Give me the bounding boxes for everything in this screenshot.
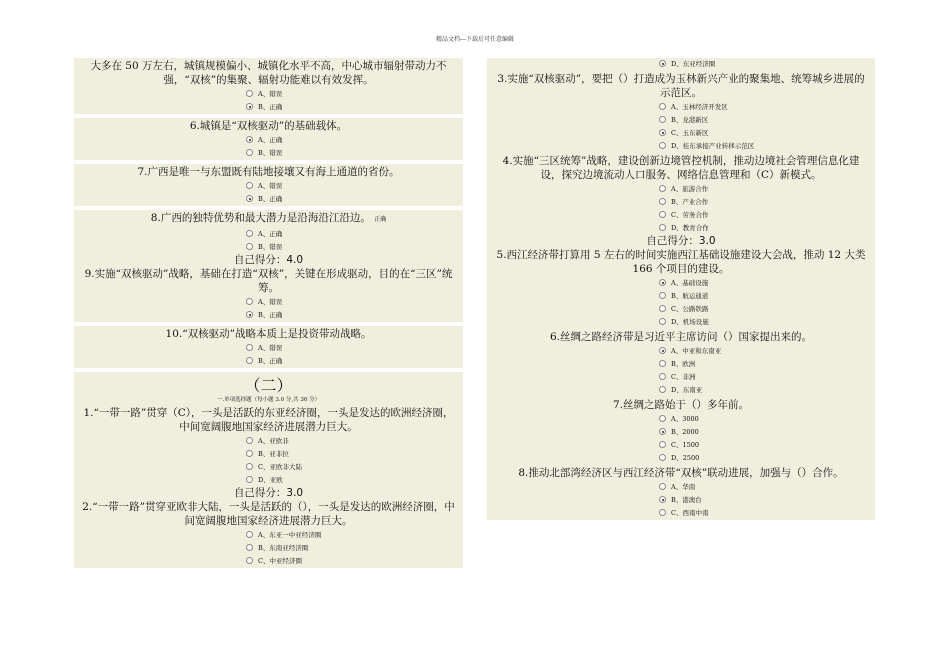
radio-option[interactable] [487, 507, 875, 520]
radio-option[interactable] [487, 222, 875, 235]
radio-option[interactable] [74, 193, 463, 206]
question-text: 大多在 50 万左右，城镇规模偏小、城镇化水平不高，中心城市辐射带动力不强，“双核”的集聚、辐射功能难以有效发挥。 [90, 60, 447, 86]
radio-option[interactable] [74, 474, 463, 487]
radio-option[interactable] [487, 439, 875, 452]
radio-button[interactable] [659, 496, 666, 503]
options-group [487, 101, 875, 153]
option-label: B、错误 [258, 243, 283, 251]
option-label: A、错误 [258, 182, 283, 190]
radio-button[interactable] [246, 476, 253, 483]
radio-option[interactable] [74, 147, 463, 160]
radio-option[interactable] [487, 277, 875, 290]
section-title: （二） [244, 376, 293, 395]
options-group [74, 228, 463, 254]
option-label: C、西南中南 [671, 509, 709, 517]
options-group [74, 296, 463, 322]
option-label: B、正确 [258, 195, 283, 203]
question-text: 8.推动北部湾经济区与西江经济带“双核”联动进展，加强与（）合作。 [518, 467, 844, 479]
radio-button[interactable] [246, 450, 253, 457]
question-text [74, 210, 463, 228]
option-label: D、教育合作 [671, 224, 709, 232]
radio-button[interactable] [246, 311, 253, 318]
options-group [487, 413, 875, 465]
options-group [74, 435, 463, 487]
radio-option[interactable] [487, 371, 875, 384]
score-text: 自己得分：4.0 [233, 254, 304, 266]
radio-option[interactable] [74, 529, 463, 542]
option-label: A、亚欧非 [258, 437, 289, 445]
radio-option[interactable] [74, 241, 463, 254]
radio-button[interactable] [659, 292, 666, 299]
radio-option[interactable] [74, 134, 463, 147]
radio-button[interactable] [246, 90, 253, 97]
option-label: B、东南亚经济圈 [258, 544, 309, 552]
question-text: 3.实施“双核驱动”，要把（）打造成为玉林新兴产业的聚集地、统筹城乡进展的示范区。 [497, 73, 865, 99]
radio-button[interactable] [659, 373, 666, 380]
question-text: 2.“一带一路”贯穿亚欧非大陆，一头是活跃的（），一头是发达的欧洲经济圈，中间宽阔腹地国家经济进展潜力巨大。 [82, 501, 455, 527]
radio-button[interactable] [246, 557, 253, 564]
option-label: B、港澳台 [671, 496, 702, 504]
question-text: 1.“一带一路”贯穿（C），一头是活跃的东亚经济圈，一头是发达的欧洲经济圈，中间宽阔腹地国家经济进展潜力巨大。 [83, 407, 454, 433]
radio-button[interactable] [659, 360, 666, 367]
option-label: A、错误 [258, 90, 283, 98]
option-label: D、东亚经济圈 [671, 60, 716, 68]
radio-button[interactable] [246, 344, 253, 351]
radio-button[interactable] [246, 103, 253, 110]
radio-button[interactable] [659, 211, 666, 218]
radio-option[interactable] [487, 384, 875, 397]
answer-tag: 正确 [374, 216, 387, 223]
option-label: A、旅游合作 [671, 185, 709, 193]
option-label: D、2500 [671, 454, 700, 462]
question-text: 4.实施“三区统筹”战略，建设创新边境管控机制，推动边境社会管理信息化建设，探究边境流动人口服务、网络信息管理和（C）新模式。 [502, 155, 860, 181]
radio-option[interactable] [487, 413, 875, 426]
radio-option[interactable] [74, 555, 463, 568]
radio-option[interactable] [74, 228, 463, 241]
options-group [487, 481, 875, 520]
radio-button[interactable] [659, 103, 666, 110]
radio-option[interactable] [487, 140, 875, 153]
radio-option[interactable] [487, 303, 875, 316]
options-group [74, 342, 463, 368]
radio-button[interactable] [659, 279, 666, 286]
question-text: 7.广西是唯一与东盟既有陆地接壤又有海上通道的省份。 [137, 166, 400, 178]
score-text: 自己得分：3.0 [646, 235, 716, 247]
option-label: B、产业合作 [671, 198, 709, 206]
radio-button[interactable] [659, 185, 666, 192]
option-label: C、1500 [671, 441, 700, 449]
radio-option[interactable] [487, 196, 875, 209]
radio-button[interactable] [246, 357, 253, 364]
options-group [487, 277, 875, 329]
radio-option[interactable] [74, 296, 463, 309]
radio-button[interactable] [246, 437, 253, 444]
radio-option[interactable] [487, 358, 875, 371]
question-label: 8.广西的独特优势和最大潜力是沿海沿江沿边。 [150, 212, 371, 224]
radio-button[interactable] [659, 318, 666, 325]
score-text: 自己得分：3.0 [233, 487, 304, 499]
radio-button[interactable] [659, 386, 666, 393]
radio-option[interactable] [487, 316, 875, 329]
radio-option[interactable] [487, 127, 875, 140]
options-group [487, 58, 875, 71]
radio-option[interactable] [487, 114, 875, 127]
radio-button[interactable] [246, 544, 253, 551]
option-label: A、错误 [258, 298, 283, 306]
options-group [74, 529, 463, 568]
radio-button[interactable] [659, 224, 666, 231]
radio-button[interactable] [659, 198, 666, 205]
option-label: B、正确 [258, 357, 283, 365]
option-label: C、玉东新区 [671, 129, 709, 137]
radio-button[interactable] [246, 298, 253, 305]
radio-button[interactable] [659, 116, 666, 123]
option-label: D、桂东承接产业转移示范区 [671, 142, 755, 150]
option-label: D、东南亚 [671, 386, 703, 394]
radio-option[interactable] [487, 494, 875, 507]
options-group [487, 183, 875, 235]
options-group [487, 345, 875, 397]
option-label: C、亚欧非大陆 [258, 463, 302, 471]
option-label: B、航运通道 [671, 292, 709, 300]
question-text: 6.城镇是“双核驱动”的基础载体。 [189, 120, 348, 132]
options-group [74, 88, 463, 114]
page-header: 精品文档---下载后可任意编辑 [435, 36, 515, 43]
option-label: D、机场设施 [671, 318, 709, 326]
radio-option[interactable] [74, 435, 463, 448]
radio-button[interactable] [659, 415, 666, 422]
radio-button[interactable] [246, 195, 253, 202]
options-group [74, 134, 463, 160]
radio-option[interactable] [74, 355, 463, 368]
option-label: A、华南 [671, 483, 696, 491]
question-text: 7.丝绸之路始于（）多年前。 [612, 399, 750, 411]
left-column [74, 58, 463, 568]
radio-option[interactable] [74, 309, 463, 322]
option-label: A、基础设施 [671, 279, 709, 287]
question-text: 9.实施“双核驱动”战略，基础在打造“双核”，关键在形成驱动，目的在“三区”统筹。 [84, 268, 453, 294]
radio-button[interactable] [659, 441, 666, 448]
radio-button[interactable] [246, 149, 253, 156]
option-label: A、错误 [258, 344, 283, 352]
option-label: B、2000 [671, 428, 699, 436]
radio-option[interactable] [74, 101, 463, 114]
radio-option[interactable] [487, 426, 875, 439]
option-label: C、非洲 [671, 373, 696, 381]
radio-button[interactable] [246, 463, 253, 470]
question-text: 5.西江经济带打算用 5 左右的时间实施西江基础设施建设大会战，推动 12 大类 166 个项目的建设。 [496, 249, 866, 275]
right-column [487, 58, 875, 520]
radio-option[interactable] [487, 481, 875, 494]
radio-option[interactable] [487, 290, 875, 303]
radio-button[interactable] [659, 129, 666, 136]
radio-option[interactable] [487, 58, 875, 71]
option-label: C、中亚经济圈 [258, 557, 302, 565]
radio-button[interactable] [659, 509, 666, 516]
radio-option[interactable] [74, 461, 463, 474]
radio-option[interactable] [487, 209, 875, 222]
radio-option[interactable] [487, 183, 875, 196]
radio-option[interactable] [74, 88, 463, 101]
option-label: C、劳务合作 [671, 211, 709, 219]
option-label: A、正确 [258, 230, 283, 238]
radio-button[interactable] [659, 305, 666, 312]
question-text: 6.丝绸之路经济带是习近平主席访问（）国家提出来的。 [549, 331, 813, 343]
radio-option[interactable] [74, 342, 463, 355]
radio-option[interactable] [74, 180, 463, 193]
radio-button[interactable] [659, 454, 666, 461]
options-group [74, 180, 463, 206]
radio-button[interactable] [659, 483, 666, 490]
radio-option[interactable] [487, 452, 875, 465]
radio-button[interactable] [659, 347, 666, 354]
radio-option[interactable] [74, 448, 463, 461]
option-label: B、正确 [258, 311, 283, 319]
radio-button[interactable] [659, 60, 666, 67]
option-label: A、3000 [671, 415, 699, 423]
option-label: B、龙港新区 [671, 116, 709, 124]
radio-button[interactable] [659, 428, 666, 435]
option-label: B、亚非拉 [258, 450, 289, 458]
option-label: B、错误 [258, 149, 283, 157]
radio-button[interactable] [246, 243, 253, 250]
radio-option[interactable] [74, 542, 463, 555]
option-label: A、东亚一中亚经济圈 [258, 531, 322, 539]
radio-option[interactable] [487, 345, 875, 358]
radio-button[interactable] [246, 531, 253, 538]
option-label: B、欧洲 [671, 360, 696, 368]
section-subtitle: 一.单项选择题（每小题 3.0 分,共 30 分） [216, 397, 321, 403]
radio-option[interactable] [487, 101, 875, 114]
radio-button[interactable] [659, 142, 666, 149]
question-text: 10.“双核驱动”战略本质上是投资带动战略。 [165, 328, 372, 340]
option-label: C、公路铁路 [671, 305, 709, 313]
radio-button[interactable] [246, 230, 253, 237]
option-label: B、正确 [258, 103, 283, 111]
option-label: A、中亚和东南亚 [671, 347, 722, 355]
radio-button[interactable] [246, 136, 253, 143]
radio-button[interactable] [246, 182, 253, 189]
option-label: D、亚欧 [258, 476, 283, 484]
option-label: A、正确 [258, 136, 283, 144]
option-label: A、玉林经济开发区 [671, 103, 728, 111]
